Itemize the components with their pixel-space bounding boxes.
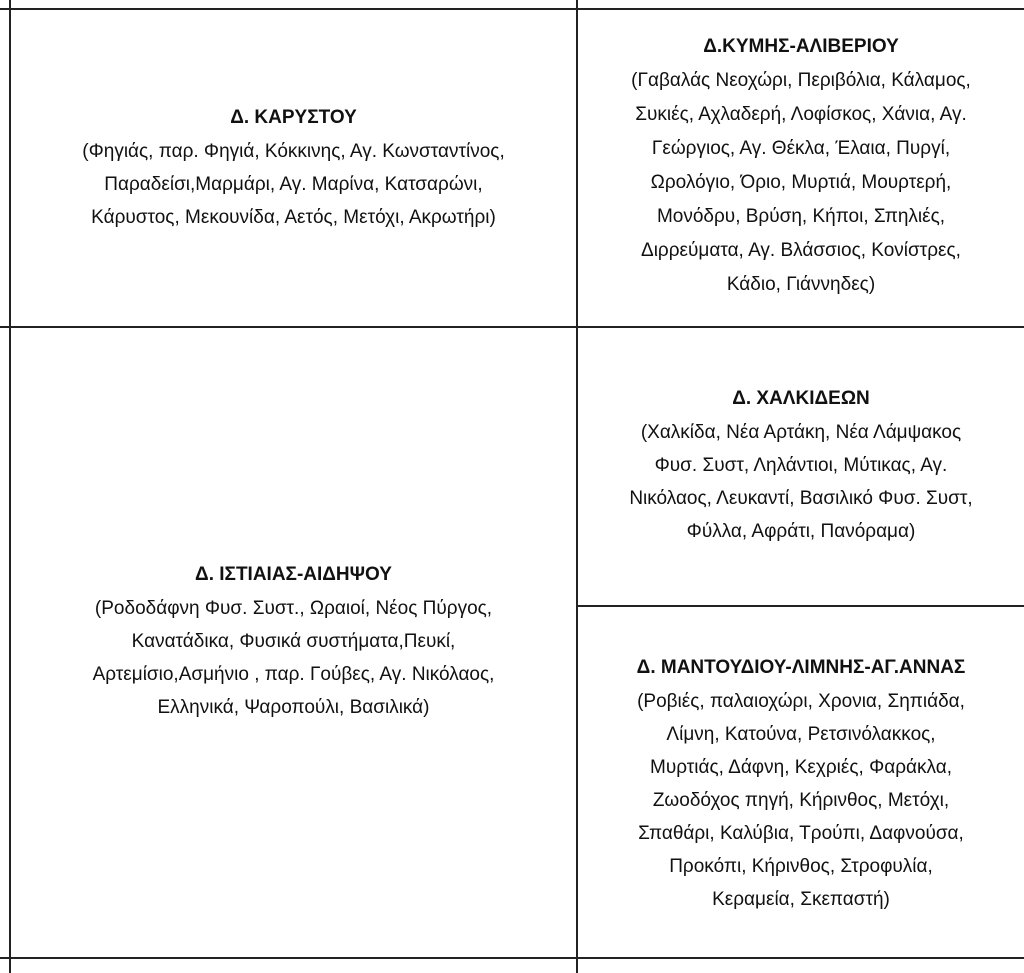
grid-line-bottom <box>0 957 1024 959</box>
village-line: Αρτεμίσιο,Ασμήνιο , παρ. Γούβες, Αγ. Νικόλαος, <box>92 663 495 685</box>
municipality-title: Δ. ΙΣΤΙΑΙΑΣ-ΑΙΔΗΨΟΥ <box>195 563 392 585</box>
village-line: Φύλλα, Αφράτι, Πανόραμα) <box>686 520 916 542</box>
cell-kymi-aliveri <box>578 10 1024 326</box>
village-line: Λίμνη, Κατούνα, Ρετσινόλακκος, <box>666 723 936 745</box>
village-line: (Ροδοδάφνη Φυσ. Συστ., Ωραιοί, Νέος Πύργος, <box>94 597 493 619</box>
village-line: Νικόλαος, Λευκαντί, Βασιλικό Φυσ. Συστ, <box>629 487 973 509</box>
village-list <box>82 135 504 234</box>
municipality-title: Δ.ΚΥΜΗΣ-ΑΛΙΒΕΡΙΟΥ <box>703 36 899 57</box>
village-line: (Χαλκίδα, Νέα Αρτάκη, Νέα Λάμψακος <box>640 421 962 443</box>
village-line: Κάδιο, Γιάννηδες) <box>726 274 876 295</box>
village-line: Κεραμεία, Σκεπαστή) <box>712 888 890 910</box>
cell-istiaia-aidipsos <box>11 328 576 957</box>
village-line: Μονόδρυ, Βρύση, Κήποι, Σπηλιές, <box>656 206 946 227</box>
village-line: Συκιές, Αχλαδερή, Λοφίσκος, Χάνια, Αγ. <box>635 104 967 125</box>
municipality-title: Δ. ΚΑΡΥΣΤΟΥ <box>230 106 357 128</box>
village-line: Σπαθάρι, Καλύβια, Τρούπι, Δαφνούσα, <box>638 822 964 844</box>
village-line: Διρρεύματα, Αγ. Βλάσσιος, Κονίστρες, <box>641 240 961 261</box>
village-line: Ωρολόγιο, Όριο, Μυρτιά, Μουρτερή, <box>650 172 952 193</box>
village-list <box>93 592 495 724</box>
village-line: Ελληνικά, Ψαροπούλι, Βασιλικά) <box>157 696 430 718</box>
village-line: Φυσ. Συστ, Ληλάντιοι, Μύτικας, Αγ. <box>654 454 948 476</box>
village-line: Γεώργιος, Αγ. Θέκλα, Έλαια, Πυργί, <box>651 138 951 159</box>
municipality-title: Δ. ΧΑΛΚΙΔΕΩΝ <box>732 387 870 409</box>
municipality-title: Δ. ΜΑΝΤΟΥΔΙΟΥ-ΛΙΜΝΗΣ-ΑΓ.ΑΝΝΑΣ <box>636 656 966 678</box>
village-list <box>629 416 972 548</box>
cell-chalkida <box>578 328 1024 605</box>
village-line: (Φηγιάς, παρ. Φηγιά, Κόκκινης, Αγ. Κωνσταντίνος, <box>82 140 505 162</box>
village-line: Ζωοδόχος πηγή, Κήρινθος, Μετόχι, <box>652 789 950 811</box>
village-line: Προκόπι, Κήρινθος, Στροφυλία, <box>669 855 933 877</box>
village-line: Μυρτιάς, Δάφνη, Κεχριές, Φαράκλα, <box>650 756 952 778</box>
village-line: (Ροβιές, παλαιοχώρι, Χρονια, Σηπιάδα, <box>637 690 965 712</box>
village-line: Κανατάδικα, Φυσικά συστήματα,Πευκί, <box>131 630 456 652</box>
village-list <box>637 685 965 916</box>
cell-karystos <box>11 10 576 326</box>
village-line: (Γαβαλάς Νεοχώρι, Περιβόλια, Κάλαμος, <box>631 70 971 91</box>
village-line: Κάρυστος, Μεκουνίδα, Αετός, Μετόχι, Ακρωτήρι) <box>91 206 496 228</box>
village-line: Παραδείσι,Μαρμάρι, Αγ. Μαρίνα, Κατσαρώνι, <box>104 173 483 195</box>
cell-mantoudi-limni-agia-anna <box>578 607 1024 957</box>
village-list <box>631 64 971 302</box>
